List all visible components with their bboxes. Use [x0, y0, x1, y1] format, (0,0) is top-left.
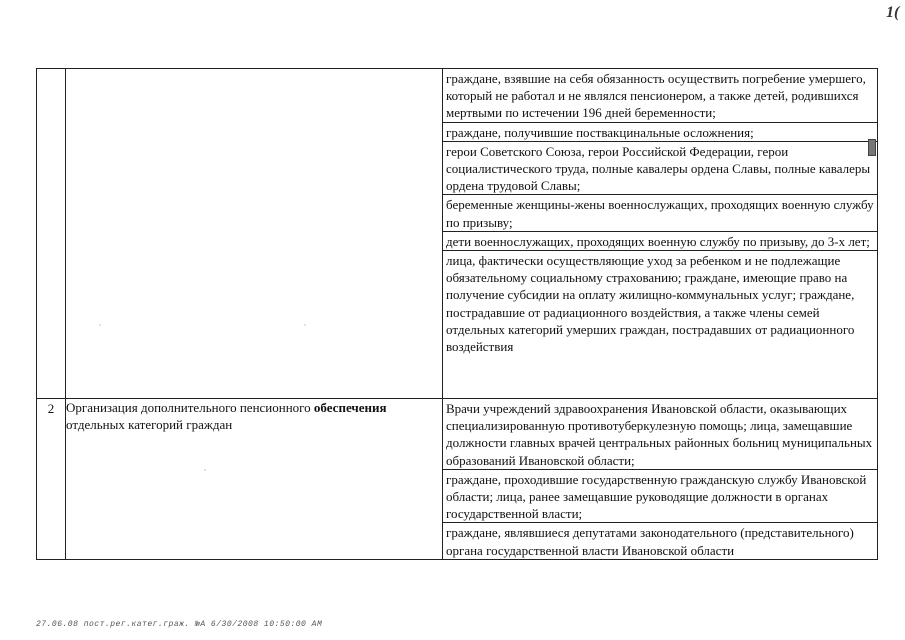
- category-item: Врачи учреждений здравоохранения Ивановской области, оказывающих специализированную противотуберкулезную помощь; лица, замещавшие должности главных врачей центральных районных больниц муниципальных образований Ивановской области;: [443, 399, 877, 470]
- scan-speck: [204, 469, 205, 470]
- scan-speck: [99, 324, 100, 325]
- page-number: 1(: [886, 4, 900, 21]
- category-item: лица, фактически осуществляющие уход за ребенком и не подлежащие обязательному социальному страхованию; граждане, имеющие право на получение субсидии на оплату жилищно-коммунальных услуг; граждане, пострадавшие от радиационного воздействия, а также члены семей отдельных категорий умерших граждан, пострадавших от радиационного воздействия: [446, 253, 855, 355]
- footer-text: 27.06.08 пост.рег.катег.граж. №А 6/30/2008 10:50:00 AM: [36, 620, 323, 629]
- service-name: Организация дополнительного пенсионного: [66, 400, 314, 415]
- category-item: граждане, получившие поствакцинальные осложнения;: [443, 123, 877, 142]
- category-item: граждане, являвшиеся депутатами законодательного (представительного) органа государственной власти Ивановской области: [446, 525, 854, 558]
- service-name-bold: обеспечения: [313, 400, 387, 415]
- row-number: 2: [47, 401, 55, 416]
- category-item: дети военнослужащих, проходящих военную службу по призыву, до 3-х лет;: [443, 232, 877, 251]
- service-name-tail: отдельных категорий граждан: [66, 417, 233, 433]
- category-item: беременные женщины-жены военнослужащих, проходящих военную службу по призыву;: [443, 195, 877, 231]
- category-item: граждане, проходившие государственную гражданскую службу Ивановской области; лица, ранее замещавшие руководящие должности в органах государственной власти;: [443, 470, 877, 524]
- category-item: герои Советского Союза, герои Российской Федерации, герои социалистического труда, полные кавалеры ордена Славы, полные кавалеры ордена трудовой Славы;: [443, 142, 877, 196]
- scan-speck: [304, 324, 305, 325]
- category-item: граждане, взявшие на себя обязанность осуществить погребение умершего, который не работал и не являлся пенсионером, а также детей, родившихся мертвыми по истечении 196 дней беременности;: [443, 69, 877, 123]
